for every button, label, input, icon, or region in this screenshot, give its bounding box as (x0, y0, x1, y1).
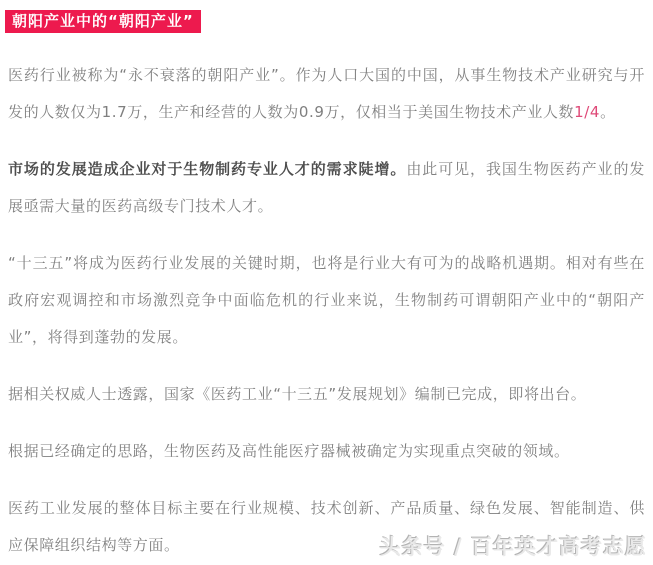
section-header-banner (5, 10, 201, 33)
highlight-fraction-text: 1/4 (574, 103, 601, 121)
paragraph-overall-goals: 医药工业发展的整体目标主要在行业规模、技术创新、产品质量、绿色发展、智能制造、供应保障组织结构等方面。 (8, 499, 645, 554)
bold-lead-sentence: 市场的发展造成企业对于生物制药专业人才的需求陡增。 (8, 160, 407, 178)
paragraph-plan-release: 据相关权威人士透露，国家《医药工业“十三五”发展规划》编制已完成，即将出台。 (8, 385, 587, 403)
paragraph-market-demand (8, 151, 645, 225)
paragraph-text: 。 (600, 103, 616, 121)
paragraph-industry-intro (8, 57, 645, 131)
paragraph-text: 由此可见，我国生物医药产业的发展亟需大量的医药高级专门技术人才。 (8, 160, 645, 215)
paragraph-five-year-plan: “十三五”将成为医药行业发展的关键时期，也将是行业大有可为的战略机遇期。相对有些在政府宏观调控和市场激烈竞争中面临危机的行业来说，生物制药可谓朝阳产业中的“朝阳产业”，将得到蓬勃的发展。 (8, 254, 645, 346)
section-title: 朝阳产业中的“朝阳产业” (12, 12, 194, 30)
paragraph-text: 医药行业被称为“永不衰落的朝阳产业”。作为人口大国的中国，从事生物技术产业研究与开发的人数仅为1.7万，生产和经营的人数为0.9万，仅相当于美国生物技术产业人数 (8, 66, 645, 121)
watermark: 头条号 / 百年英才高考志愿 (379, 535, 647, 559)
article-body (8, 57, 645, 564)
paragraph-key-fields: 根据已经确定的思路，生物医药及高性能医疗器械被确定为实现重点突破的领域。 (8, 442, 570, 460)
